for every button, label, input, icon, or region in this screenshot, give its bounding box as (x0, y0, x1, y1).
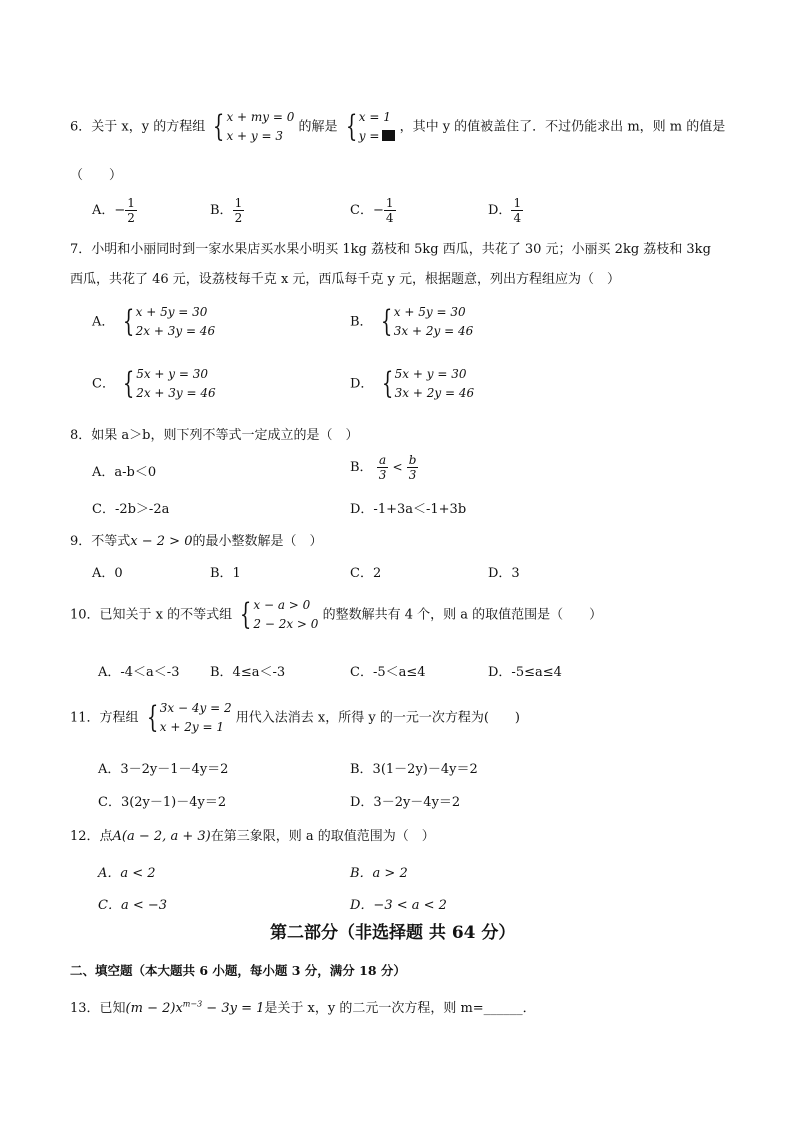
q6-sys1-eq2: x + y = 3 (226, 129, 284, 143)
q13-stem: 13．已知$(m - 2)x^{m-3} - 3y = 1$是关于 x，y 的二元一次方程，则 m=______． (70, 999, 536, 1016)
q7-option-b[interactable]: B． { x + 5y = 30 3x + 2y = 46 (350, 304, 474, 339)
q7-line2: 西瓜，共花了 46 元，设荔枝每千克 x 元，西瓜每千克 y 元，根据题意，列出方程组应为（ ） (70, 272, 621, 287)
q12-option-d[interactable]: D．−3 < a < 2 (350, 898, 447, 913)
q6-sys2-eq1: x = 1 (358, 110, 391, 124)
q6-sys2-eq2: y = (359, 127, 396, 146)
q8-option-b[interactable]: B． $\frac{a}{3}$ < $\frac{b}{3}$ (350, 453, 417, 482)
q6-option-d[interactable]: D． $\frac{1}{4}$ (488, 196, 522, 225)
covered-value-box (382, 130, 395, 141)
q12-option-c[interactable]: C．a < −3 (98, 898, 168, 913)
brace-icon: { (146, 700, 158, 735)
q6-system-1 (209, 108, 294, 146)
section-two-heading: 二、填空题（本大题共 6 小题，每小题 3 分，满分 18 分） (70, 963, 406, 978)
brace-icon: { (381, 366, 393, 401)
brace-icon: { (122, 366, 135, 401)
q9-option-c[interactable]: C．2 (350, 566, 382, 581)
q12-point: A(a − 2, a + 3) (112, 829, 211, 844)
q10-option-a[interactable]: A．-4＜a＜-3 (98, 665, 180, 680)
brace-icon: { (345, 109, 357, 144)
q9-option-b[interactable]: B．1 (210, 566, 241, 581)
brace-icon: { (240, 597, 252, 632)
q9-option-d[interactable]: D．3 (488, 566, 520, 581)
q9-option-a[interactable]: A．0 (92, 566, 123, 581)
q7-option-c[interactable]: C． { 5x + y = 30 2x + 3y = 46 (92, 366, 216, 401)
q7-line1: 7．小明和小丽同时到一家水果店买水果小明买 1kg 荔枝和 5kg 西瓜，共花了 30 元；小丽买 2kg 荔枝和 3kg (70, 242, 711, 257)
q11-system: { 3x − 4y = 2 x + 2y = 1 (146, 700, 232, 735)
q12-option-b[interactable]: B．a > 2 (350, 866, 408, 881)
q6-option-a[interactable]: A．− $\frac{1}{2}$ (92, 196, 135, 225)
q8-stem: 8．如果 a＞b，则下列不等式一定成立的是（ ） (70, 428, 359, 443)
q6-mid: 的解是 (298, 119, 338, 135)
q6-option-c[interactable]: C．− $\frac{1}{4}$ (350, 196, 394, 225)
q10-option-b[interactable]: B．4≤a＜-3 (210, 665, 286, 680)
q9-stem: 9．不等式x − 2 > 0的最小整数解是（ ） (70, 534, 323, 549)
q11-option-c[interactable]: C．3(2y－1)－4y＝2 (98, 795, 227, 810)
q11-option-a[interactable]: A．3－2y－1－4y＝2 (98, 762, 229, 777)
q6-sys1-eq1: x + my = 0 (226, 110, 295, 124)
q12-option-a[interactable]: A．a < 2 (98, 866, 156, 881)
q13-expr: $(m - 2)x^{m-3} - 3y = 1$ (125, 999, 265, 1016)
q9-expr: x − 2 > 0 (130, 534, 193, 549)
q8-option-a[interactable]: A．a-b＜0 (92, 465, 157, 480)
q11-option-b[interactable]: B．3(1－2y)－4y＝2 (350, 762, 478, 777)
q7-option-a[interactable]: A． { x + 5y = 30 2x + 3y = 46 (92, 304, 216, 339)
q6-option-b[interactable]: B． $\frac{1}{2}$ (210, 196, 243, 225)
brace-icon: { (122, 304, 134, 339)
brace-icon: { (380, 304, 392, 339)
brace-icon: { (213, 109, 225, 144)
q6-paren: （ ） (70, 168, 123, 183)
q12-stem: 12．点A(a − 2, a + 3)在第三象限，则 a 的取值范围为（ ） (70, 829, 435, 844)
q6-stem (70, 108, 725, 146)
q7-option-d[interactable]: D． { 5x + y = 30 3x + 2y = 46 (350, 366, 475, 401)
q6-suffix: ，其中 y 的值被盖住了．不过仍能求出 m，则 m 的值是 (399, 119, 726, 135)
q10-system: { x − a > 0 2 − 2x > 0 (240, 597, 319, 632)
q8-option-d[interactable]: D．-1+3a＜-1+3b (350, 502, 467, 517)
q8-option-c[interactable]: C．-2b＞-2a (92, 502, 170, 517)
q6-system-2 (342, 108, 396, 146)
q10-option-d[interactable]: D．-5≤a≤4 (488, 665, 562, 680)
q6-prefix: 6．关于 x，y 的方程组 (70, 119, 206, 135)
q11-option-d[interactable]: D．3－2y－4y＝2 (350, 795, 461, 810)
q10-stem: 10．已知关于 x 的不等式组 { x − a > 0 2 − 2x > 0 的整数解共有 4 个，则 a 的取值范围是（ ） (70, 597, 603, 632)
q11-stem: 11．方程组 { 3x − 4y = 2 x + 2y = 1 用代入法消去 x，所得 y 的一元一次方程为( ) (70, 700, 520, 735)
q10-option-c[interactable]: C．-5＜a≤4 (350, 665, 426, 680)
part-two-title: 第二部分（非选择题 共 64 分） (270, 923, 516, 943)
